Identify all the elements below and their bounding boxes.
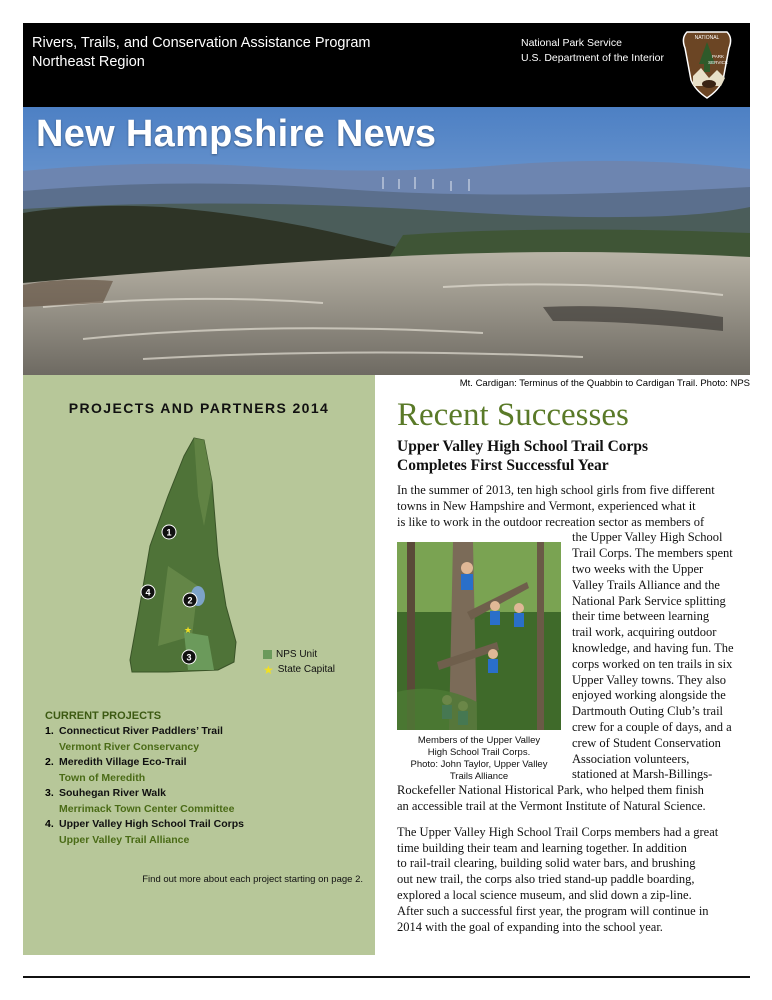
project-item: 2. Meredith Village Eco-Trail Town of Meredith bbox=[45, 756, 187, 784]
paragraph-1-intro: In the summer of 2013, ten high school girls from five different towns in New Hampshire and Vermont, experienced what it is like to work in the outdoor recreation sector as members of bbox=[397, 483, 715, 529]
state-capital-star-icon: ★ bbox=[183, 625, 193, 635]
svg-text:3: 3 bbox=[186, 652, 192, 663]
map-marker-1 bbox=[162, 525, 176, 539]
map-marker-3 bbox=[182, 650, 196, 664]
svg-text:4: 4 bbox=[145, 587, 151, 598]
badge-text-bot: SERVICE bbox=[708, 60, 728, 65]
legend-state-capital: ★ State Capital bbox=[263, 662, 336, 677]
find-more-note: Find out more about each project starting on page 2. bbox=[142, 874, 363, 885]
badge-text-top: NATIONAL bbox=[694, 35, 720, 41]
trail-corps-photo bbox=[397, 542, 561, 730]
program-name: Rivers, Trails, and Conservation Assistance Program Northeast Region bbox=[32, 35, 371, 70]
map-marker-4 bbox=[141, 585, 155, 599]
paragraph-1-end: Rockefeller National Historical Park, who helped them finish an accessible trail at the Vermont Institute of Natural Science. bbox=[397, 783, 706, 813]
agency-name: National Park Service U.S. Department of the Interior bbox=[521, 37, 664, 64]
forest-group-image bbox=[397, 542, 561, 730]
current-projects bbox=[45, 710, 365, 848]
photo-caption: Members of the Upper Valley High School Trail Corps. Photo: John Taylor, Upper Valley Trails Alliance bbox=[410, 735, 548, 782]
project-item: 3. Souhegan River Walk Merrimack Town Center Committee bbox=[45, 787, 235, 815]
hero-photo bbox=[23, 107, 750, 375]
projects-sidebar bbox=[23, 375, 375, 955]
paragraph-2: The Upper Valley High School Trail Corps members had a great time building their team and learning together. In addition to rail-trail clearing, building solid water bars, and brushing out new trail, the corps also tried stand-up paddle boarding, explored a local science museum, and slid down a zip-line. After such a successful first year, the program will continue in 2014 with the goal of expanding into the school year. bbox=[397, 824, 719, 934]
section-title: Recent Successes bbox=[397, 397, 629, 433]
new-hampshire-map bbox=[128, 436, 238, 676]
badge-text-mid: PARK bbox=[712, 54, 724, 59]
project-list bbox=[45, 724, 365, 848]
masthead-bar bbox=[23, 23, 750, 107]
paragraph-1-wrapped: the Upper Valley High School Trail Corps. The members spent two weeks with the Upper Valley Trails Alliance and the National Park Service splitting their time between learning trail work, acquiring outdoor knowledge, and having fun. The corps worked on ten trails in six Upper Valley towns. They also enjoyed working alongside the Dartmouth Outing Club’s trail crew for a couple of days, and a crew of Student Conservation Association volunteers, stationed at Marsh-Billings- bbox=[572, 530, 734, 782]
svg-text:2: 2 bbox=[187, 595, 193, 606]
svg-text:1: 1 bbox=[166, 527, 172, 538]
article-headline: Upper Valley High School Trail Corps Completes First Successful Year bbox=[397, 438, 649, 474]
nps-unit-swatch-icon bbox=[263, 650, 272, 659]
hero-caption: Mt. Cardigan: Terminus of the Quabbin to Cardigan Trail. Photo: NPS bbox=[459, 378, 750, 389]
footer-rule bbox=[23, 976, 750, 978]
nps-arrowhead-logo bbox=[679, 28, 735, 100]
sidebar-heading: PROJECTS AND PARTNERS 2014 bbox=[68, 400, 330, 416]
project-item: 4. Upper Valley High School Trail Corps Upper Valley Trail Alliance bbox=[45, 818, 244, 846]
project-item: 1. Connecticut River Paddlers’ Trail Vermont River Conservancy bbox=[45, 725, 223, 753]
current-projects-title: CURRENT PROJECTS bbox=[45, 710, 162, 722]
map-marker-2 bbox=[183, 593, 197, 607]
legend-nps-unit: NPS Unit bbox=[263, 649, 317, 660]
newsletter-title: New Hampshire News bbox=[36, 113, 437, 155]
star-icon: ★ bbox=[263, 662, 274, 677]
